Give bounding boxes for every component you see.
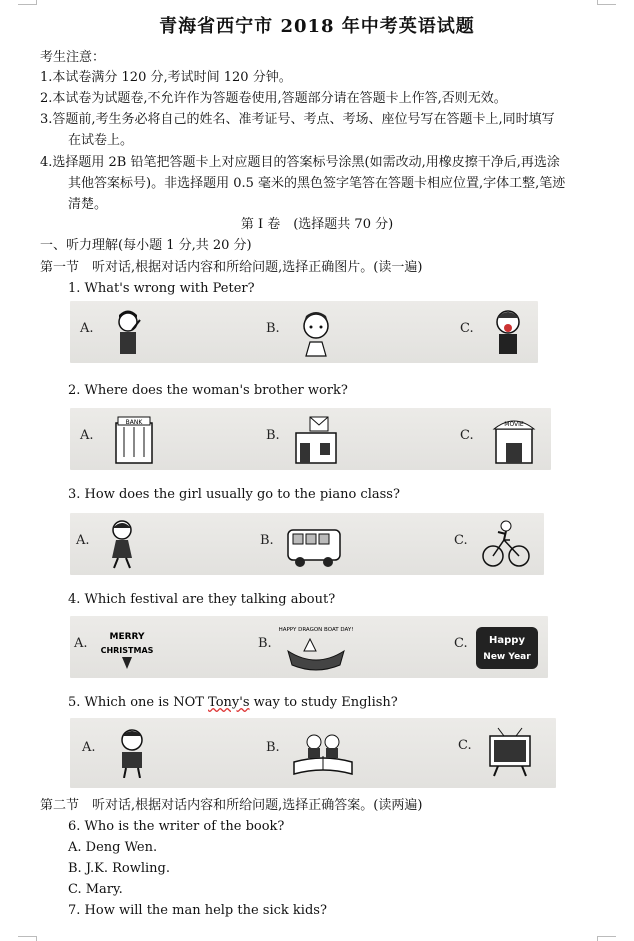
question-6-option-b: B. J.K. Rowling. [68, 861, 171, 876]
question-6-option-c: C. Mary. [68, 882, 123, 897]
section1-sub1: 第一节 听对话,根据对话内容和所给问题,选择正确图片。(读一遍) [40, 260, 423, 275]
question-3: 3. How does the girl usually go to the piano class? [68, 487, 400, 502]
option-a-label: A. [76, 533, 90, 548]
crop-mark-top-right [597, 0, 616, 5]
question-5 [68, 693, 398, 713]
boy-singing-icon [106, 726, 158, 778]
option-b-label: B. [266, 428, 280, 443]
question-1: 1. What's wrong with Peter? [68, 281, 255, 296]
question-5-pre: 5. Which one is NOT [68, 695, 209, 710]
question-4-picture-strip [70, 616, 548, 678]
notice-item-3: 3.答题前,考生务必将自己的姓名、准考证号、考点、考场、座位号写在答题卡上,同时填写 [40, 112, 555, 127]
option-a-label: A. [74, 636, 88, 651]
option-c-label: C. [454, 533, 468, 548]
question-4: 4. Which festival are they talking about? [68, 592, 336, 607]
crop-mark-bottom-right [597, 936, 616, 941]
christmas-card-icon [94, 621, 160, 673]
option-b-label: B. [266, 321, 280, 336]
notice-item-4-cont: 其他答案标号)。非选择题用 0.5 毫米的黑色签字笔答在答题卡相应位置,字体工整,笔迹 [68, 176, 566, 191]
question-5-name: Tony's [208, 695, 250, 710]
dragon-boat-text: HAPPY DRAGON BOAT DAY! [278, 627, 354, 633]
walking-girl-icon [98, 518, 150, 570]
section1-heading: 一、听力理解(每小题 1 分,共 20 分) [40, 238, 252, 253]
crop-mark-top-left [18, 0, 37, 5]
option-c-label: C. [458, 738, 472, 753]
notice-item-4: 4.选择题用 2B 铅笔把答题卡上对应题目的答案标号涂黑(如需改动,用橡皮擦干净后,再选涂 [40, 155, 560, 170]
cinema-icon [488, 413, 540, 465]
post-office-icon [290, 413, 342, 465]
television-icon [484, 726, 536, 778]
happy-text: Happy [489, 635, 525, 646]
question-6: 6. Who is the writer of the book? [68, 819, 285, 834]
question-5-post: way to study English? [249, 695, 398, 710]
new-year-card-icon [474, 621, 540, 673]
notice-item-3-cont: 在试卷上。 [68, 133, 134, 148]
bicycle-icon [480, 518, 532, 570]
crop-mark-bottom-left [18, 936, 37, 941]
section1-sub2: 第二节 听对话,根据对话内容和所给问题,选择正确答案。(读两遍) [40, 798, 423, 813]
notice-item-4-cont2: 清楚。 [68, 197, 108, 212]
question-6-option-a: A. Deng Wen. [68, 840, 158, 855]
reading-book-icon [288, 726, 358, 778]
question-3-picture-strip [70, 513, 544, 575]
crying-girl-icon [290, 306, 342, 358]
question-2-picture-strip [70, 408, 551, 470]
option-a-label: A. [80, 321, 94, 336]
dragon-boat-card-icon [276, 621, 356, 673]
question-5-picture-strip [70, 718, 556, 788]
bus-icon [284, 518, 344, 570]
exam-title: 青海省西宁市 2018 年中考英语试题 [159, 16, 475, 37]
option-c-label: C. [454, 636, 468, 651]
option-a-label: A. [80, 428, 94, 443]
question-2: 2. Where does the woman's brother work? [68, 383, 348, 398]
notice-item-1: 1.本试卷满分 120 分,考试时间 120 分钟。 [40, 70, 292, 85]
option-b-label: B. [258, 636, 272, 651]
notice-heading: 考生注意： [40, 50, 106, 65]
christmas-text: CHRISTMAS [100, 646, 154, 655]
question-1-picture-strip [70, 301, 538, 363]
option-c-label: C. [460, 321, 474, 336]
option-b-label: B. [260, 533, 274, 548]
new-year-text: New Year [483, 652, 531, 662]
movie-sign-text: MOVIE [504, 421, 524, 428]
bank-sign-text: BANK [125, 419, 143, 426]
notice-item-2: 2.本试卷为试题卷,不允许作为答题卷使用,答题部分请在答题卡上作答,否则无效。 [40, 91, 507, 106]
option-b-label: B. [266, 740, 280, 755]
bank-building-icon [108, 413, 160, 465]
boy-eating-icon [482, 306, 534, 358]
part-heading: 第 I 卷 (选择题共 70 分) [240, 217, 394, 232]
merry-text: MERRY [109, 632, 145, 642]
option-a-label: A. [82, 740, 96, 755]
sick-boy-icon [102, 306, 154, 358]
question-7: 7. How will the man help the sick kids? [68, 903, 327, 918]
option-c-label: C. [460, 428, 474, 443]
